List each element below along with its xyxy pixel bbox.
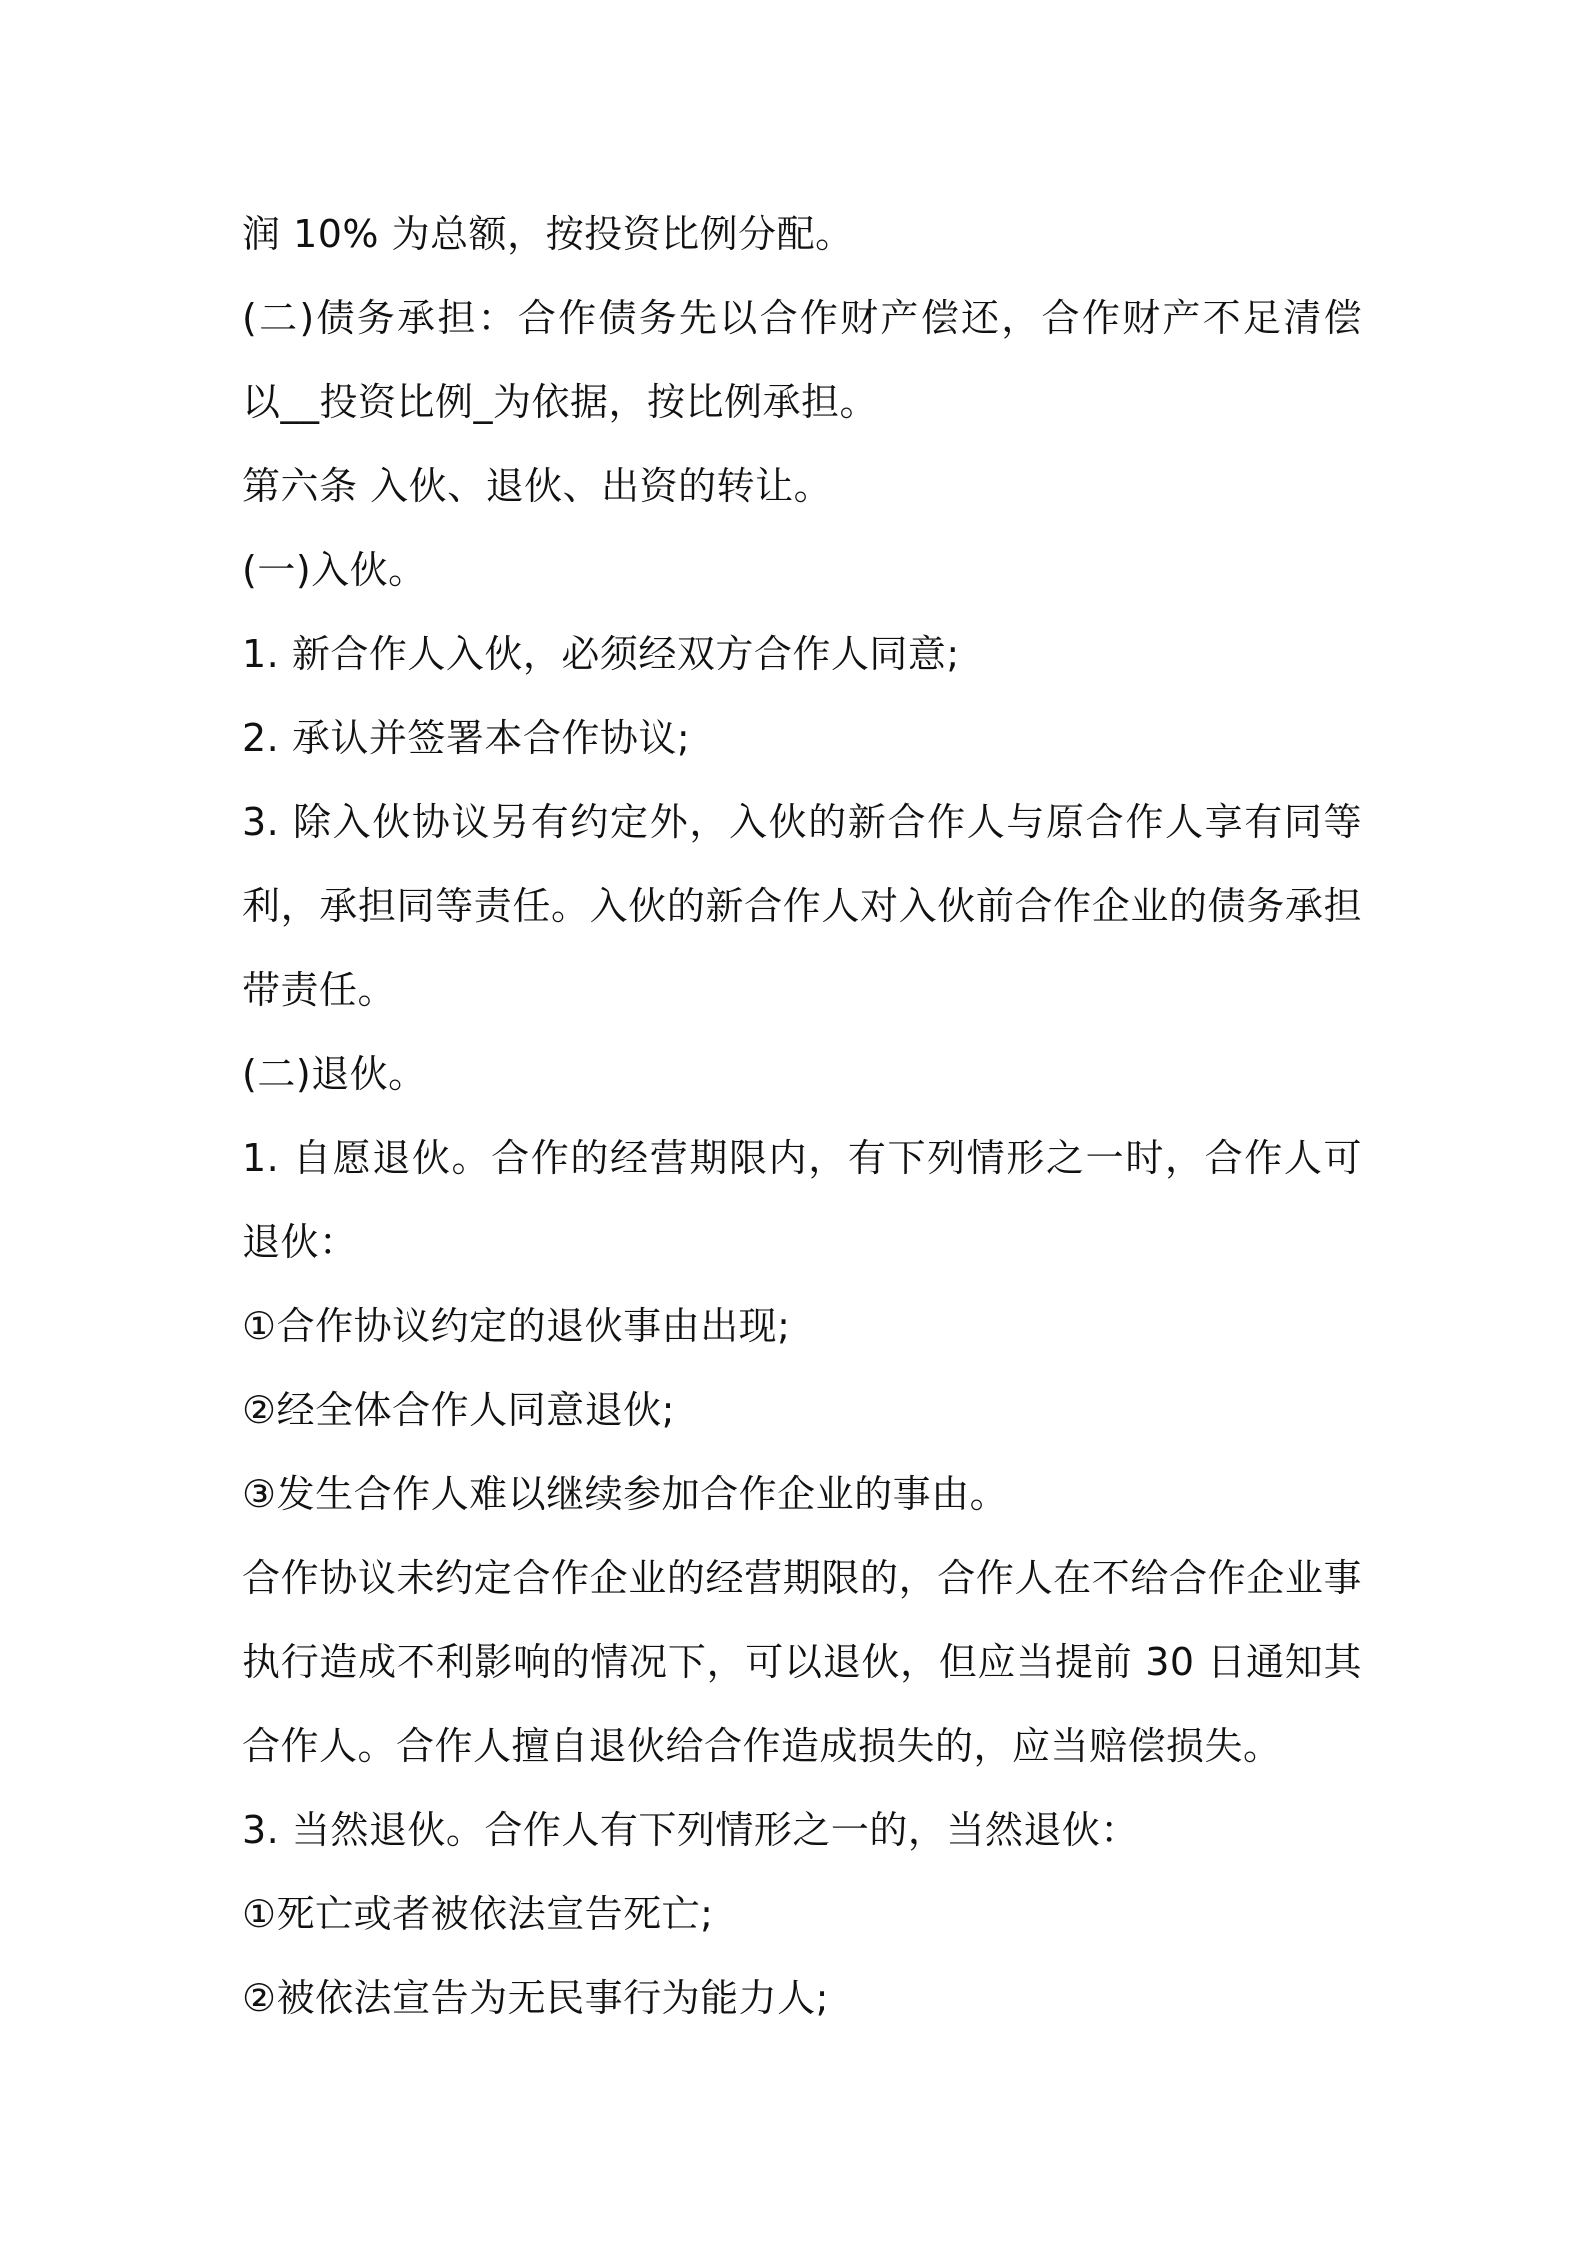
text-line: 退伙： [242, 1220, 358, 1264]
list-item: 2. 承认并签署本合作协议; [242, 716, 691, 760]
list-item: ②被依法宣告为无民事行为能力人; [242, 1976, 829, 2020]
text-line: 利，承担同等责任。入伙的新合作人对入伙前合作企业的债务承担 [242, 884, 1362, 928]
list-item: ③发生合作人难以继续参加合作企业的事由。 [242, 1472, 1009, 1516]
list-item: 1. 自愿退伙。合作的经营期限内，有下列情形之一时，合作人可 [242, 1136, 1362, 1180]
text-line: 以__投资比例_为依据，按比例承担。 [242, 380, 879, 424]
text-line: 执行造成不利影响的情况下，可以退伙，但应当提前 30 日通知其 [242, 1640, 1362, 1684]
list-item: ①死亡或者被依法宣告死亡; [242, 1892, 714, 1936]
section-heading: 第六条 入伙、退伙、出资的转让。 [242, 464, 833, 508]
list-item: 3. 除入伙协议另有约定外，入伙的新合作人与原合作人享有同等 [242, 800, 1362, 844]
document-body [242, 192, 1362, 2040]
list-item: ②经全体合作人同意退伙; [242, 1388, 675, 1432]
text-line: (二)债务承担：合作债务先以合作财产偿还，合作财产不足清偿 [242, 296, 1362, 340]
text-line: 带责任。 [242, 968, 397, 1012]
text-line: 合作协议未约定合作企业的经营期限的，合作人在不给合作企业事 [242, 1556, 1362, 1600]
text-line: 合作人。合作人擅自退伙给合作造成损失的，应当赔偿损失。 [242, 1724, 1282, 1768]
list-item: 1. 新合作人入伙，必须经双方合作人同意; [242, 632, 960, 676]
subsection-heading: (一)入伙。 [242, 548, 427, 592]
list-item: ①合作协议约定的退伙事由出现; [242, 1304, 791, 1348]
text-line: 润 10% 为总额，按投资比例分配。 [242, 212, 854, 256]
list-item: 3. 当然退伙。合作人有下列情形之一的，当然退伙： [242, 1808, 1139, 1852]
subsection-heading: (二)退伙。 [242, 1052, 427, 1096]
